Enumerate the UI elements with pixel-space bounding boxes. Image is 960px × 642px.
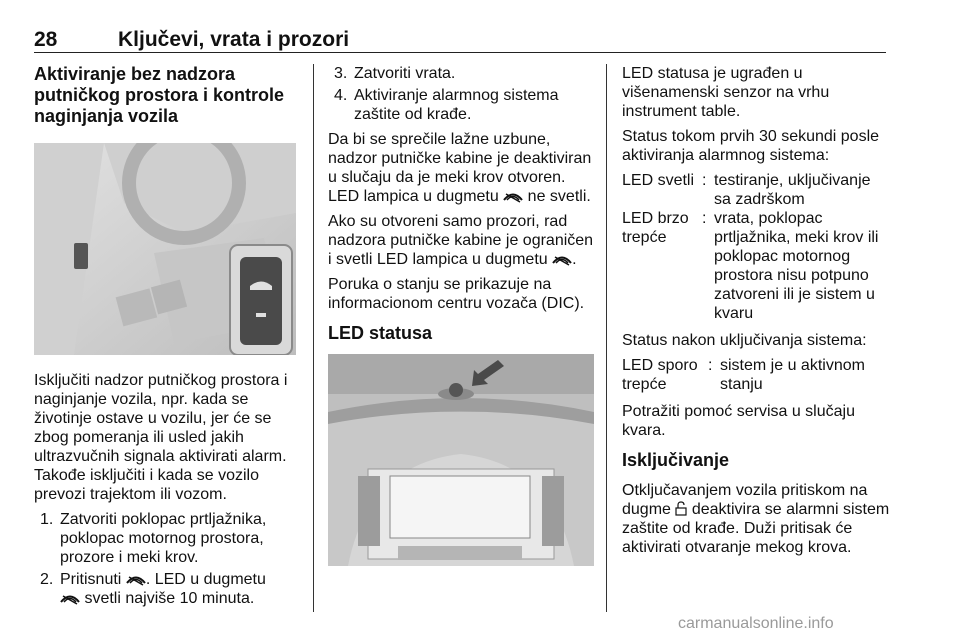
steps-list-2 <box>328 64 594 124</box>
figure-car-interior-button <box>34 143 296 355</box>
table-row: LED svetli : testiranje, uključivanje sa zadrškom <box>622 172 871 208</box>
steps-list-1 <box>34 510 296 608</box>
section-heading-deactivate: Isključivanje <box>622 450 730 470</box>
watermark: carmanualsonline.info <box>678 615 834 632</box>
column-left <box>34 64 296 614</box>
paragraph-service: Potražiti pomoć servisa u slučaju kvara. <box>622 403 855 439</box>
column-divider-1 <box>313 64 314 612</box>
paragraph-unlock: Otključavanjem vozila pritiskom na dugme deaktivira se alarmni sistem zaštite od krađe. Duži pritisak će aktivirati otvaranje mekog krova. <box>622 482 890 556</box>
interior-monitoring-icon <box>60 593 80 605</box>
unlock-icon <box>675 501 687 516</box>
page-number: 28 <box>34 28 58 51</box>
paragraph-false-alarm: Da bi se sprečile lažne uzbune, nadzor putničke kabine je deaktiviran u slučaju da je meki krov otvoren. LED lampica u dugmetu ne svetli. <box>328 131 592 205</box>
step-3: 3. Zatvoriti vrata. <box>334 65 456 82</box>
step-1: 1. Zatvoriti poklopac prtljažnika, poklopac motornog prostora, prozore i meki krov. <box>40 511 267 566</box>
table-row: LED sporo trepće : sistem je u aktivnom stanju <box>622 357 865 393</box>
figure-dashboard-led <box>328 354 594 566</box>
paragraph-led-location: LED statusa je ugrađen u višenamenski senzor na vrhu instrument table. <box>622 65 830 120</box>
paragraph-dic-message: Poruka o stanju se prikazuje na informacionom centru vozača (DIC). <box>328 276 585 312</box>
status-table-first-30s <box>622 171 890 323</box>
step-2: 2. Pritisnuti . LED u dugmetu svetli najviše 10 minuta. <box>40 571 266 607</box>
section-heading-led-status: LED statusa <box>328 323 433 343</box>
interior-monitoring-icon <box>126 574 146 586</box>
paragraph-status-first-30s: Status tokom prvih 30 sekundi posle aktiviranja alarmnog sistema: <box>622 128 880 164</box>
paragraph-windows-open: Ako su otvoreni samo prozori, rad nadzora putničke kabine je ograničen i svetli LED lampica u dugmetu . <box>328 213 594 268</box>
table-row: LED brzo trepće : vrata, poklopac prtljažnika, meki krov ili poklopac motornog prostora nisu potpuno zatvoreni ili je sistem u kvaru <box>622 210 879 322</box>
column-divider-2 <box>606 64 607 612</box>
intro-paragraph: Isključiti nadzor putničkog prostora i naginjanje vozila, npr. kada se životinje ostave u vozilu, jer će se zbog pomeranja ili usled jakih ultrazvučnih signala aktivirati alarm. Takođe isključiti i kada se vozilo prevozi trajektom ili vozom. <box>34 372 288 503</box>
step-4: 4. Aktiviranje alarmnog sistema zaštite od krađe. <box>334 87 559 123</box>
paragraph-status-after-activation: Status nakon uključivanja sistema: <box>622 332 867 349</box>
column-right <box>622 64 890 563</box>
chapter-title: Ključevi, vrata i prozori <box>118 28 350 51</box>
section-heading-deactivation: Aktiviranje bez nadzora putničkog prostora i kontrole naginjanja vozila <box>34 64 285 126</box>
interior-monitoring-icon <box>552 254 572 266</box>
column-middle <box>328 64 594 566</box>
status-table-after-activation <box>622 356 890 394</box>
page-header <box>34 20 886 53</box>
interior-monitoring-icon <box>503 191 523 203</box>
